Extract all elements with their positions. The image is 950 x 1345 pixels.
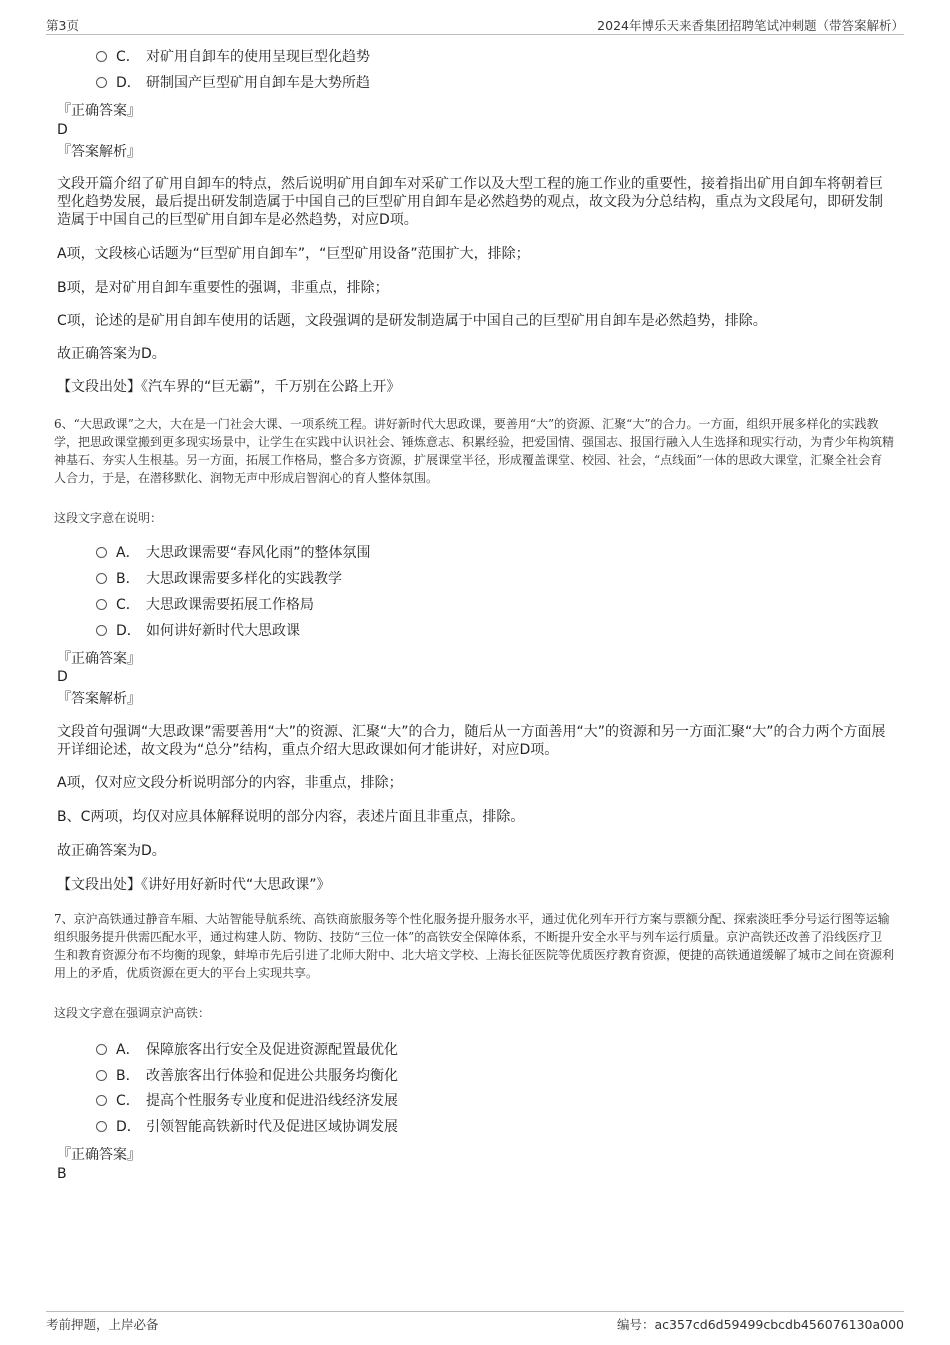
analysis-label: 『答案解析』 bbox=[57, 691, 141, 707]
option-a[interactable]: A． 保障旅客出行安全及促进资源配置最优化 bbox=[96, 1040, 398, 1060]
question-6-prompt: 这段文字意在说明： bbox=[54, 511, 163, 525]
answer-label: 『正确答案』 bbox=[57, 103, 141, 119]
radio-icon[interactable] bbox=[96, 547, 107, 558]
question-7-prompt: 这段文字意在强调京沪高铁： bbox=[54, 1006, 211, 1020]
option-c[interactable]: C． 大思政课需要拓展工作格局 bbox=[96, 595, 314, 615]
analysis-option-bc: B、C两项，均仅对应具体解释说明的部分内容，表述片面且非重点，排除。 bbox=[57, 809, 525, 825]
analysis-conclusion: 故正确答案为D。 bbox=[57, 346, 166, 362]
analysis-label: 『答案解析』 bbox=[57, 144, 141, 160]
analysis-conclusion: 故正确答案为D。 bbox=[57, 843, 166, 859]
analysis-option-a: A项，文段核心话题为“巨型矿用自卸车”，“巨型矿用设备”范围扩大，排除； bbox=[57, 246, 530, 262]
document-title: 2024年博乐天来香集团招聘笔试冲刺题（带答案解析） bbox=[597, 18, 904, 33]
radio-icon[interactable] bbox=[96, 573, 107, 584]
document-code: 编号：ac357cd6d59499cbcdb456076130a000 bbox=[616, 1317, 904, 1332]
option-d[interactable]: D． 如何讲好新时代大思政课 bbox=[96, 621, 300, 641]
analysis-option-b: B项，是对矿用自卸车重要性的强调，非重点，排除； bbox=[57, 280, 389, 296]
radio-icon[interactable] bbox=[96, 625, 107, 636]
question-6-text: 6、“大思政课”之大，大在是一门社会大课、一项系统工程。讲好新时代大思政课，要善用“大”的资源、汇聚“大”的合力。一方面，组织开展多样化的实践教学，把思政课堂搬到更多现实场景中，让学生在实践中认识社会、锤炼意志、积累经验，把爱国情、强国志、报国行融入人生选择和现实行动，为青少年构筑精神基石、夯实人生根基。另一方面，拓展工作格局，整合多方资源，扩展课堂半径，形成覆盖课堂、校园、社会，“点线面”一体的思政大课堂，汇聚全社会育人合力，于是，在潜移默化、润物无声中形成启智润心的育人整体氛围。 bbox=[54, 417, 895, 485]
analysis-paragraph: 文段开篇介绍了矿用自卸车的特点，然后说明矿用自卸车对采矿工作以及大型工程的施工作业的重要性，接着指出矿用自卸车将朝着巨型化趋势发展，最后提出研发制造属于中国自己的巨型矿用自卸车是必然趋势的观点，故文段为分总结构，重点为文段尾句，即研发制造属于中国自己的巨型矿用自卸车是必然趋势，对应D项。 bbox=[57, 176, 883, 228]
analysis-option-a: A项，仅对应文段分析说明部分的内容，非重点，排除； bbox=[57, 775, 403, 791]
answer-value: D bbox=[57, 122, 68, 138]
question-7-text: 7、京沪高铁通过静音车厢、大站智能导航系统、高铁商旅服务等个性化服务提升服务水平，通过优化列车开行方案与票额分配、探索淡旺季分号运行图等运输组织服务提升供需匹配水平，通过构建人防、物防、技防“三位一体”的高铁安全保障体系，不断提升安全水平与列车运行质量。京沪高铁还改善了沿线医疗卫生和教育资源分布不均衡的现象，蚌埠市先后引进了北师大附中、北大培文学校、上海长征医院等优质医疗教育资源，便捷的高铁通道缓解了城市之间在资源利用上的矛盾，优质资源在更大的平台上实现共享。 bbox=[54, 912, 895, 980]
source-citation: 【文段出处】《讲好用好新时代“大思政课”》 bbox=[57, 877, 331, 893]
answer-value: B bbox=[57, 1166, 67, 1182]
radio-icon[interactable] bbox=[96, 1070, 107, 1081]
radio-icon[interactable] bbox=[96, 1095, 107, 1106]
page-header bbox=[46, 14, 904, 35]
analysis-option-c: C项，论述的是矿用自卸车使用的话题，文段强调的是研发制造属于中国自己的巨型矿用自卸车是必然趋势，排除。 bbox=[57, 313, 767, 329]
footer-slogan: 考前押题，上岸必备 bbox=[46, 1317, 159, 1332]
option-b[interactable]: B． 大思政课需要多样化的实践教学 bbox=[96, 569, 342, 589]
option-c[interactable]: C． 提高个性服务专业度和促进沿线经济发展 bbox=[96, 1091, 398, 1111]
page-footer bbox=[46, 1311, 904, 1336]
answer-label: 『正确答案』 bbox=[57, 1147, 141, 1163]
radio-icon[interactable] bbox=[96, 51, 107, 62]
radio-icon[interactable] bbox=[96, 1121, 107, 1132]
option-b[interactable]: B． 改善旅客出行体验和促进公共服务均衡化 bbox=[96, 1066, 398, 1086]
option-d[interactable]: D． 引领智能高铁新时代及促进区域协调发展 bbox=[96, 1117, 398, 1137]
option-d[interactable]: D． 研制国产巨型矿用自卸车是大势所趋 bbox=[96, 73, 370, 93]
radio-icon[interactable] bbox=[96, 599, 107, 610]
answer-value: D bbox=[57, 669, 68, 685]
radio-icon[interactable] bbox=[96, 1044, 107, 1055]
radio-icon[interactable] bbox=[96, 77, 107, 88]
source-citation: 【文段出处】《汽车界的“巨无霸”，千万别在公路上开》 bbox=[57, 379, 401, 395]
page-number: 第3页 bbox=[46, 18, 79, 33]
option-c[interactable]: C． 对矿用自卸车的使用呈现巨型化趋势 bbox=[96, 47, 370, 67]
option-a[interactable]: A． 大思政课需要“春风化雨”的整体氛围 bbox=[96, 543, 371, 563]
analysis-paragraph: 文段首句强调“大思政课”需要善用“大”的资源、汇聚“大”的合力，随后从一方面善用“大”的资源和另一方面汇聚“大”的合力两个方面展开详细论述，故文段为“总分”结构，重点介绍大思政课如何才能讲好，对应D项。 bbox=[57, 724, 886, 758]
answer-label: 『正确答案』 bbox=[57, 651, 141, 667]
